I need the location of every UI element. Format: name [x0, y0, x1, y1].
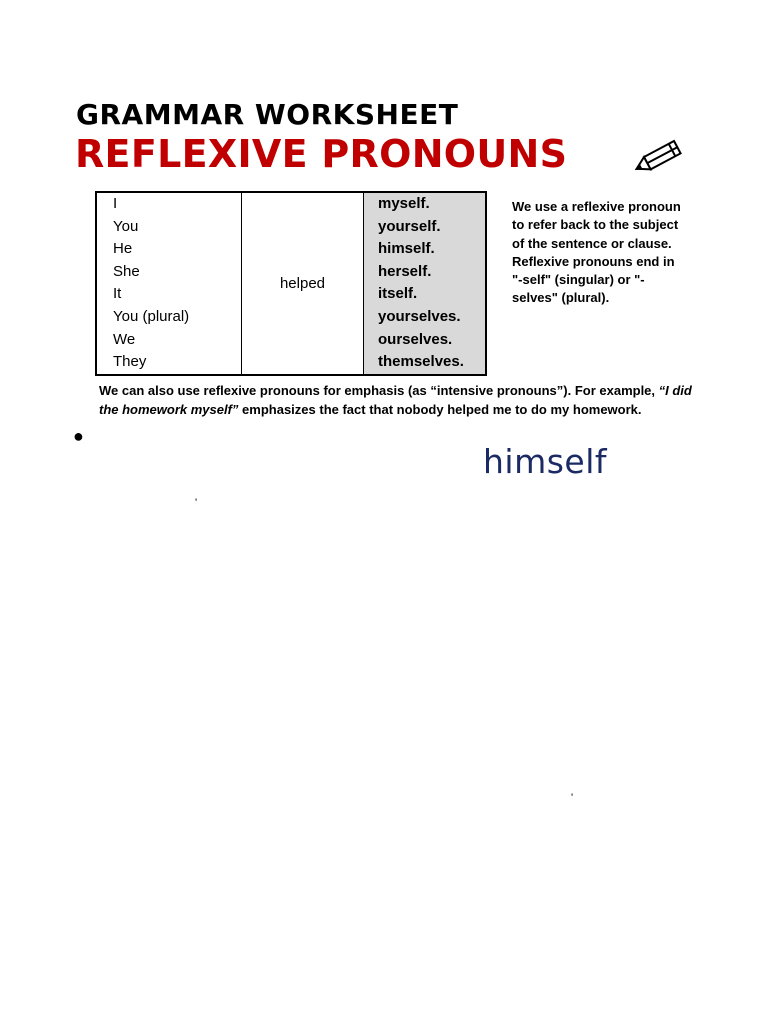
subject-column: [96, 192, 242, 375]
intensive-example: “I did the homework myself”: [99, 383, 692, 417]
reflexive-pronoun: myself.: [378, 195, 430, 212]
subject-pronoun: It: [113, 285, 122, 303]
reflexive-column: [364, 192, 487, 375]
reflexive-pronoun: yourselves.: [378, 307, 461, 325]
intensive-pronoun-note: [99, 382, 699, 419]
pencil-icon: [632, 135, 690, 179]
bullet-point: ●: [73, 426, 84, 446]
verb-text: helped: [279, 274, 326, 292]
reflexive-pronoun: ourselves.: [378, 330, 453, 348]
verb-column: [242, 192, 364, 375]
intensive-note-text-end: emphasizes the fact that nobody helped me to do my homework.: [238, 401, 642, 417]
reflexive-pronoun: themselves.: [378, 353, 464, 371]
reflexive-pronoun: himself.: [378, 240, 435, 258]
subject-pronoun: I: [113, 195, 118, 212]
reflexive-definition-note: We use a reflexive pronoun to refer back to the subject of the sentence or clause. Reflexive pronouns end in "-self" (singular) or "-selves" (plural).: [512, 199, 681, 306]
handwritten-answer: himself: [483, 442, 608, 481]
worksheet-title: GRAMMAR WORKSHEET: [76, 98, 459, 131]
subject-pronoun: You: [113, 217, 139, 235]
reflexive-pronoun: herself.: [378, 262, 432, 280]
intensive-note-text: We can also use reflexive pronouns for emphasis (as “intensive pronouns”). For example,: [99, 383, 659, 398]
subject-pronoun: He: [113, 240, 133, 258]
subject-pronoun: You (plural): [113, 307, 190, 325]
worksheet-subtitle: REFLEXIVE PRONOUNS: [75, 132, 568, 176]
subject-pronoun: We: [113, 330, 136, 348]
reflexive-pronoun: yourself.: [378, 217, 441, 235]
subject-pronoun: They: [113, 353, 147, 371]
reflexive-pronoun-table: [95, 191, 487, 376]
apostrophe-mark: ': [195, 497, 198, 509]
apostrophe-mark: ': [571, 792, 574, 804]
reflexive-pronoun: itself.: [378, 285, 418, 303]
subject-pronoun: She: [113, 262, 140, 280]
